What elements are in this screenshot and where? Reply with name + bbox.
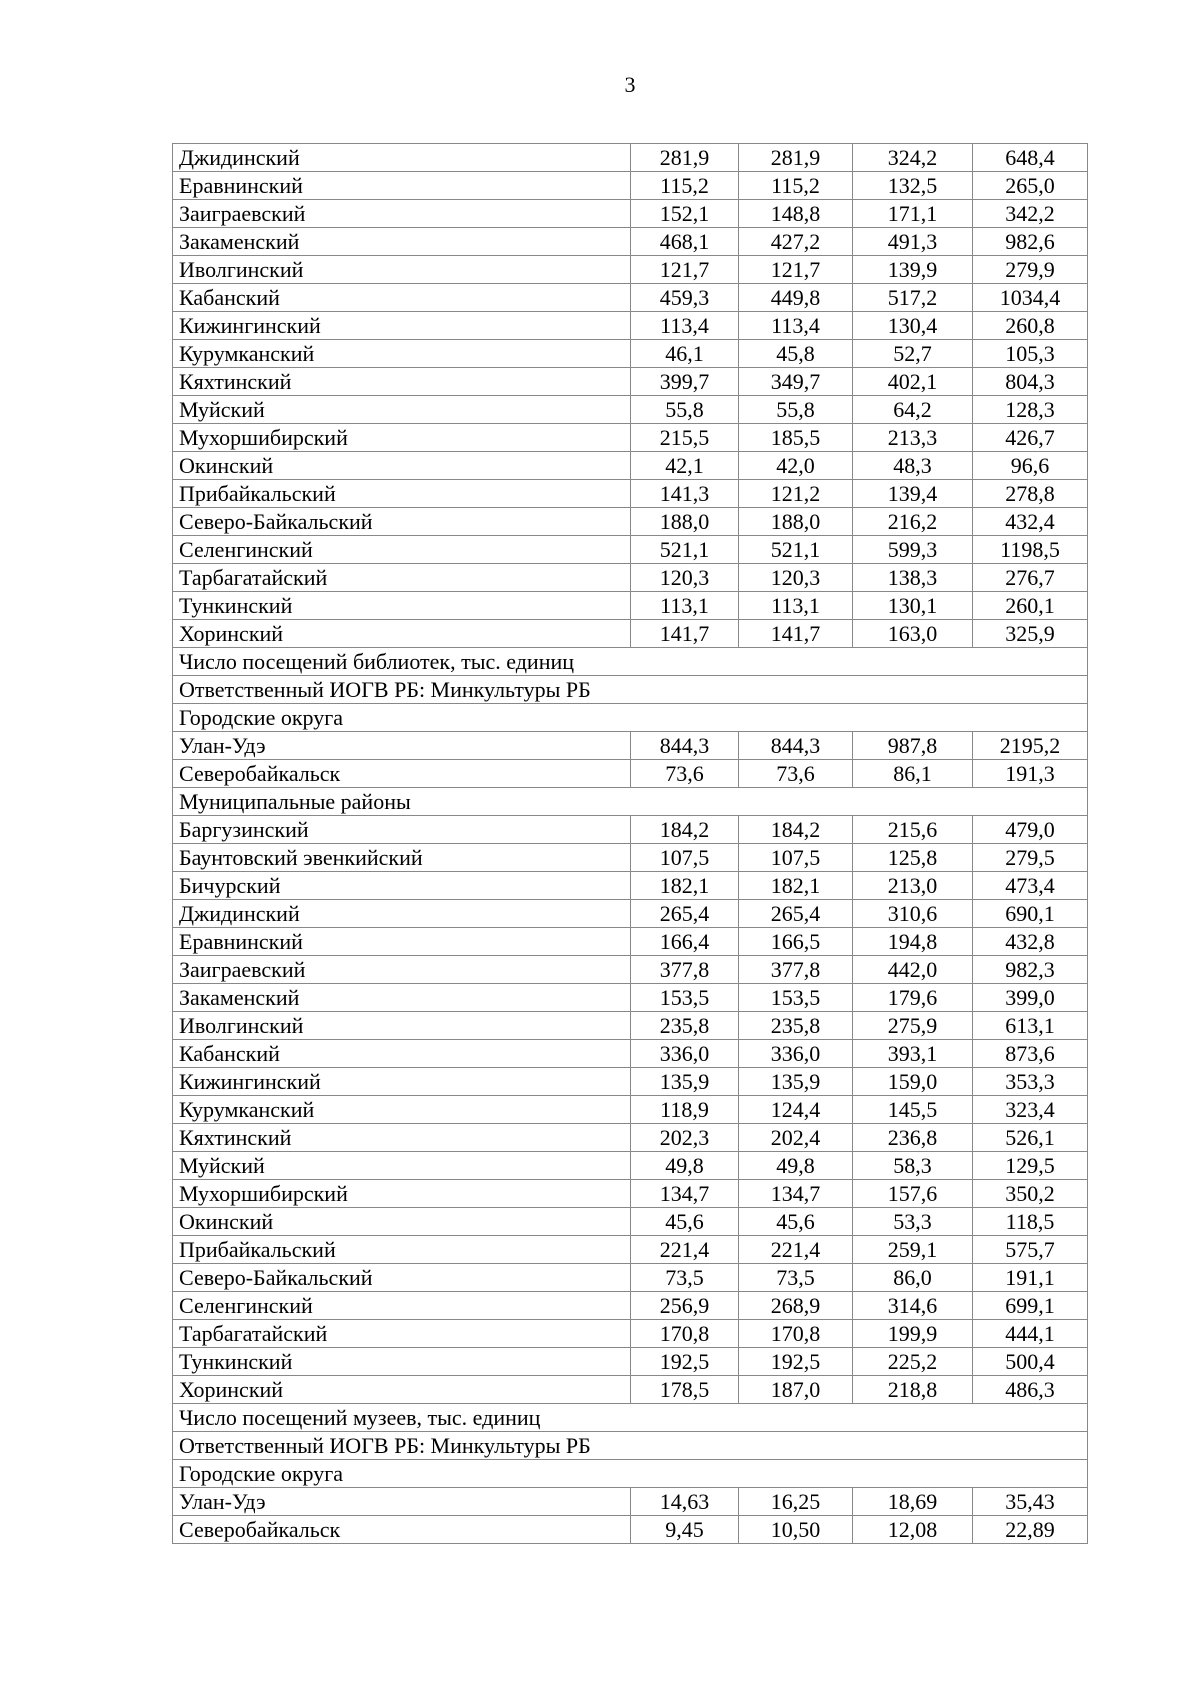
section-row	[173, 648, 1088, 676]
value-cell: 64,2	[853, 396, 973, 424]
district-name: Северо-Байкальский	[173, 1264, 631, 1292]
district-name: Улан-Удэ	[173, 732, 631, 760]
table-row	[173, 452, 1088, 480]
value-cell: 113,4	[739, 312, 853, 340]
table-row	[173, 536, 1088, 564]
value-cell: 86,0	[853, 1264, 973, 1292]
value-cell: 55,8	[631, 396, 739, 424]
district-name: Бичурский	[173, 872, 631, 900]
district-name: Северобайкальск	[173, 1516, 631, 1544]
district-name: Закаменский	[173, 228, 631, 256]
value-cell: 491,3	[853, 228, 973, 256]
value-cell: 377,8	[739, 956, 853, 984]
table-row	[173, 1264, 1088, 1292]
value-cell: 129,5	[973, 1152, 1088, 1180]
value-cell: 218,8	[853, 1376, 973, 1404]
value-cell: 132,5	[853, 172, 973, 200]
district-name: Муйский	[173, 396, 631, 424]
district-name: Улан-Удэ	[173, 1488, 631, 1516]
value-cell: 130,4	[853, 312, 973, 340]
district-name: Заиграевский	[173, 200, 631, 228]
value-cell: 235,8	[631, 1012, 739, 1040]
value-cell: 118,5	[973, 1208, 1088, 1236]
district-name: Джидинский	[173, 144, 631, 172]
value-cell: 349,7	[739, 368, 853, 396]
value-cell: 159,0	[853, 1068, 973, 1096]
table-row	[173, 1292, 1088, 1320]
table-row	[173, 592, 1088, 620]
value-cell: 120,3	[739, 564, 853, 592]
value-cell: 260,1	[973, 592, 1088, 620]
value-cell: 213,3	[853, 424, 973, 452]
district-name: Тарбагатайский	[173, 1320, 631, 1348]
value-cell: 182,1	[631, 872, 739, 900]
value-cell: 259,1	[853, 1236, 973, 1264]
table-row	[173, 1152, 1088, 1180]
table-row	[173, 480, 1088, 508]
value-cell: 449,8	[739, 284, 853, 312]
value-cell: 521,1	[631, 536, 739, 564]
value-cell: 58,3	[853, 1152, 973, 1180]
section-heading: Число посещений библиотек, тыс. единиц	[173, 648, 1088, 676]
value-cell: 459,3	[631, 284, 739, 312]
section-heading: Муниципальные районы	[173, 788, 1088, 816]
district-name: Заиграевский	[173, 956, 631, 984]
value-cell: 45,8	[739, 340, 853, 368]
table-row	[173, 424, 1088, 452]
value-cell: 353,3	[973, 1068, 1088, 1096]
section-heading: Городские округа	[173, 704, 1088, 732]
value-cell: 121,7	[631, 256, 739, 284]
value-cell: 42,1	[631, 452, 739, 480]
table-row	[173, 396, 1088, 424]
table-row	[173, 1012, 1088, 1040]
value-cell: 215,5	[631, 424, 739, 452]
value-cell: 517,2	[853, 284, 973, 312]
table-row	[173, 1180, 1088, 1208]
value-cell: 336,0	[631, 1040, 739, 1068]
value-cell: 73,6	[739, 760, 853, 788]
value-cell: 221,4	[631, 1236, 739, 1264]
district-name: Кабанский	[173, 284, 631, 312]
value-cell: 152,1	[631, 200, 739, 228]
table-row	[173, 928, 1088, 956]
value-cell: 323,4	[973, 1096, 1088, 1124]
district-name: Баунтовский эвенкийский	[173, 844, 631, 872]
value-cell: 42,0	[739, 452, 853, 480]
value-cell: 115,2	[631, 172, 739, 200]
value-cell: 202,3	[631, 1124, 739, 1152]
value-cell: 163,0	[853, 620, 973, 648]
table-row	[173, 228, 1088, 256]
table-row	[173, 1488, 1088, 1516]
value-cell: 192,5	[739, 1348, 853, 1376]
value-cell: 690,1	[973, 900, 1088, 928]
district-name: Кяхтинский	[173, 1124, 631, 1152]
district-name: Северо-Байкальский	[173, 508, 631, 536]
value-cell: 45,6	[739, 1208, 853, 1236]
section-row	[173, 1432, 1088, 1460]
value-cell: 575,7	[973, 1236, 1088, 1264]
table-row	[173, 620, 1088, 648]
value-cell: 215,6	[853, 816, 973, 844]
value-cell: 121,2	[739, 480, 853, 508]
value-cell: 73,5	[739, 1264, 853, 1292]
value-cell: 145,5	[853, 1096, 973, 1124]
value-cell: 18,69	[853, 1488, 973, 1516]
value-cell: 118,9	[631, 1096, 739, 1124]
value-cell: 342,2	[973, 200, 1088, 228]
value-cell: 521,1	[739, 536, 853, 564]
district-name: Селенгинский	[173, 536, 631, 564]
value-cell: 279,9	[973, 256, 1088, 284]
value-cell: 16,25	[739, 1488, 853, 1516]
value-cell: 279,5	[973, 844, 1088, 872]
value-cell: 426,7	[973, 424, 1088, 452]
table-body	[173, 144, 1088, 1544]
value-cell: 192,5	[631, 1348, 739, 1376]
value-cell: 124,4	[739, 1096, 853, 1124]
table-row	[173, 564, 1088, 592]
value-cell: 202,4	[739, 1124, 853, 1152]
district-name: Тункинский	[173, 1348, 631, 1376]
district-name: Тункинский	[173, 592, 631, 620]
value-cell: 105,3	[973, 340, 1088, 368]
value-cell: 873,6	[973, 1040, 1088, 1068]
district-name: Баргузинский	[173, 816, 631, 844]
value-cell: 121,7	[739, 256, 853, 284]
value-cell: 399,7	[631, 368, 739, 396]
value-cell: 281,9	[631, 144, 739, 172]
value-cell: 141,7	[739, 620, 853, 648]
district-name: Окинский	[173, 452, 631, 480]
value-cell: 265,4	[739, 900, 853, 928]
value-cell: 473,4	[973, 872, 1088, 900]
district-name: Окинский	[173, 1208, 631, 1236]
district-name: Иволгинский	[173, 1012, 631, 1040]
table-row	[173, 844, 1088, 872]
value-cell: 479,0	[973, 816, 1088, 844]
section-heading: Ответственный ИОГВ РБ: Минкультуры РБ	[173, 1432, 1088, 1460]
section-row	[173, 788, 1088, 816]
value-cell: 170,8	[631, 1320, 739, 1348]
table-row	[173, 732, 1088, 760]
value-cell: 265,0	[973, 172, 1088, 200]
district-name: Кижингинский	[173, 1068, 631, 1096]
table-row	[173, 1320, 1088, 1348]
value-cell: 399,0	[973, 984, 1088, 1012]
district-name: Джидинский	[173, 900, 631, 928]
value-cell: 130,1	[853, 592, 973, 620]
section-row	[173, 1404, 1088, 1432]
value-cell: 256,9	[631, 1292, 739, 1320]
district-name: Кабанский	[173, 1040, 631, 1068]
section-row	[173, 1460, 1088, 1488]
value-cell: 982,6	[973, 228, 1088, 256]
value-cell: 107,5	[631, 844, 739, 872]
table-row	[173, 508, 1088, 536]
value-cell: 157,6	[853, 1180, 973, 1208]
value-cell: 113,1	[631, 592, 739, 620]
value-cell: 113,4	[631, 312, 739, 340]
value-cell: 191,3	[973, 760, 1088, 788]
value-cell: 432,4	[973, 508, 1088, 536]
value-cell: 153,5	[739, 984, 853, 1012]
value-cell: 182,1	[739, 872, 853, 900]
value-cell: 113,1	[739, 592, 853, 620]
table-row	[173, 1124, 1088, 1152]
value-cell: 188,0	[631, 508, 739, 536]
district-name: Кяхтинский	[173, 368, 631, 396]
value-cell: 310,6	[853, 900, 973, 928]
value-cell: 10,50	[739, 1516, 853, 1544]
table-row	[173, 1068, 1088, 1096]
district-name: Еравнинский	[173, 928, 631, 956]
value-cell: 236,8	[853, 1124, 973, 1152]
value-cell: 55,8	[739, 396, 853, 424]
value-cell: 141,7	[631, 620, 739, 648]
value-cell: 526,1	[973, 1124, 1088, 1152]
table-row	[173, 1376, 1088, 1404]
district-name: Мухоршибирский	[173, 424, 631, 452]
district-name: Курумканский	[173, 1096, 631, 1124]
value-cell: 49,8	[739, 1152, 853, 1180]
section-row	[173, 704, 1088, 732]
value-cell: 444,1	[973, 1320, 1088, 1348]
value-cell: 134,7	[739, 1180, 853, 1208]
value-cell: 185,5	[739, 424, 853, 452]
value-cell: 86,1	[853, 760, 973, 788]
value-cell: 194,8	[853, 928, 973, 956]
value-cell: 120,3	[631, 564, 739, 592]
value-cell: 135,9	[739, 1068, 853, 1096]
table-row	[173, 340, 1088, 368]
table-row	[173, 144, 1088, 172]
value-cell: 171,1	[853, 200, 973, 228]
table-row	[173, 1208, 1088, 1236]
value-cell: 235,8	[739, 1012, 853, 1040]
value-cell: 170,8	[739, 1320, 853, 1348]
district-name: Кижингинский	[173, 312, 631, 340]
table-row	[173, 284, 1088, 312]
district-name: Иволгинский	[173, 256, 631, 284]
value-cell: 314,6	[853, 1292, 973, 1320]
value-cell: 427,2	[739, 228, 853, 256]
value-cell: 135,9	[631, 1068, 739, 1096]
district-name: Селенгинский	[173, 1292, 631, 1320]
value-cell: 221,4	[739, 1236, 853, 1264]
value-cell: 48,3	[853, 452, 973, 480]
value-cell: 350,2	[973, 1180, 1088, 1208]
value-cell: 141,3	[631, 480, 739, 508]
table-row	[173, 1040, 1088, 1068]
section-row	[173, 676, 1088, 704]
value-cell: 188,0	[739, 508, 853, 536]
table-row	[173, 368, 1088, 396]
table-row	[173, 956, 1088, 984]
value-cell: 324,2	[853, 144, 973, 172]
district-name: Прибайкальский	[173, 480, 631, 508]
value-cell: 199,9	[853, 1320, 973, 1348]
value-cell: 187,0	[739, 1376, 853, 1404]
district-name: Хоринский	[173, 1376, 631, 1404]
value-cell: 128,3	[973, 396, 1088, 424]
district-name: Курумканский	[173, 340, 631, 368]
value-cell: 393,1	[853, 1040, 973, 1068]
value-cell: 107,5	[739, 844, 853, 872]
page-number: 3	[624, 72, 636, 97]
value-cell: 139,4	[853, 480, 973, 508]
value-cell: 402,1	[853, 368, 973, 396]
table-row	[173, 172, 1088, 200]
value-cell: 216,2	[853, 508, 973, 536]
value-cell: 213,0	[853, 872, 973, 900]
value-cell: 1198,5	[973, 536, 1088, 564]
value-cell: 325,9	[973, 620, 1088, 648]
section-heading: Городские округа	[173, 1460, 1088, 1488]
district-name: Тарбагатайский	[173, 564, 631, 592]
value-cell: 49,8	[631, 1152, 739, 1180]
value-cell: 166,5	[739, 928, 853, 956]
value-cell: 96,6	[973, 452, 1088, 480]
value-cell: 2195,2	[973, 732, 1088, 760]
value-cell: 500,4	[973, 1348, 1088, 1376]
value-cell: 73,6	[631, 760, 739, 788]
value-cell: 115,2	[739, 172, 853, 200]
table-row	[173, 1236, 1088, 1264]
value-cell: 153,5	[631, 984, 739, 1012]
district-name: Хоринский	[173, 620, 631, 648]
value-cell: 844,3	[631, 732, 739, 760]
table-row	[173, 1096, 1088, 1124]
district-name: Северобайкальск	[173, 760, 631, 788]
value-cell: 138,3	[853, 564, 973, 592]
value-cell: 599,3	[853, 536, 973, 564]
value-cell: 184,2	[631, 816, 739, 844]
value-cell: 139,9	[853, 256, 973, 284]
value-cell: 148,8	[739, 200, 853, 228]
value-cell: 134,7	[631, 1180, 739, 1208]
value-cell: 442,0	[853, 956, 973, 984]
value-cell: 45,6	[631, 1208, 739, 1236]
value-cell: 336,0	[739, 1040, 853, 1068]
value-cell: 184,2	[739, 816, 853, 844]
district-name: Закаменский	[173, 984, 631, 1012]
value-cell: 432,8	[973, 928, 1088, 956]
table-row	[173, 1516, 1088, 1544]
value-cell: 987,8	[853, 732, 973, 760]
value-cell: 648,4	[973, 144, 1088, 172]
value-cell: 486,3	[973, 1376, 1088, 1404]
value-cell: 982,3	[973, 956, 1088, 984]
value-cell: 179,6	[853, 984, 973, 1012]
value-cell: 1034,4	[973, 284, 1088, 312]
table-row	[173, 312, 1088, 340]
table-row	[173, 760, 1088, 788]
indicator-table	[172, 143, 1088, 1544]
table-row	[173, 984, 1088, 1012]
district-name: Муйский	[173, 1152, 631, 1180]
value-cell: 12,08	[853, 1516, 973, 1544]
district-name: Прибайкальский	[173, 1236, 631, 1264]
table-row	[173, 256, 1088, 284]
value-cell: 9,45	[631, 1516, 739, 1544]
table-row	[173, 1348, 1088, 1376]
value-cell: 166,4	[631, 928, 739, 956]
district-name: Еравнинский	[173, 172, 631, 200]
value-cell: 53,3	[853, 1208, 973, 1236]
value-cell: 225,2	[853, 1348, 973, 1376]
value-cell: 35,43	[973, 1488, 1088, 1516]
value-cell: 52,7	[853, 340, 973, 368]
value-cell: 73,5	[631, 1264, 739, 1292]
table-row	[173, 200, 1088, 228]
value-cell: 265,4	[631, 900, 739, 928]
value-cell: 613,1	[973, 1012, 1088, 1040]
value-cell: 268,9	[739, 1292, 853, 1320]
value-cell: 191,1	[973, 1264, 1088, 1292]
value-cell: 14,63	[631, 1488, 739, 1516]
value-cell: 275,9	[853, 1012, 973, 1040]
value-cell: 22,89	[973, 1516, 1088, 1544]
value-cell: 468,1	[631, 228, 739, 256]
value-cell: 46,1	[631, 340, 739, 368]
table-row	[173, 900, 1088, 928]
value-cell: 276,7	[973, 564, 1088, 592]
value-cell: 278,8	[973, 480, 1088, 508]
value-cell: 804,3	[973, 368, 1088, 396]
value-cell: 377,8	[631, 956, 739, 984]
district-name: Мухоршибирский	[173, 1180, 631, 1208]
value-cell: 178,5	[631, 1376, 739, 1404]
value-cell: 699,1	[973, 1292, 1088, 1320]
table-row	[173, 816, 1088, 844]
value-cell: 125,8	[853, 844, 973, 872]
value-cell: 281,9	[739, 144, 853, 172]
value-cell: 260,8	[973, 312, 1088, 340]
section-heading: Ответственный ИОГВ РБ: Минкультуры РБ	[173, 676, 1088, 704]
section-heading: Число посещений музеев, тыс. единиц	[173, 1404, 1088, 1432]
table-row	[173, 872, 1088, 900]
value-cell: 844,3	[739, 732, 853, 760]
